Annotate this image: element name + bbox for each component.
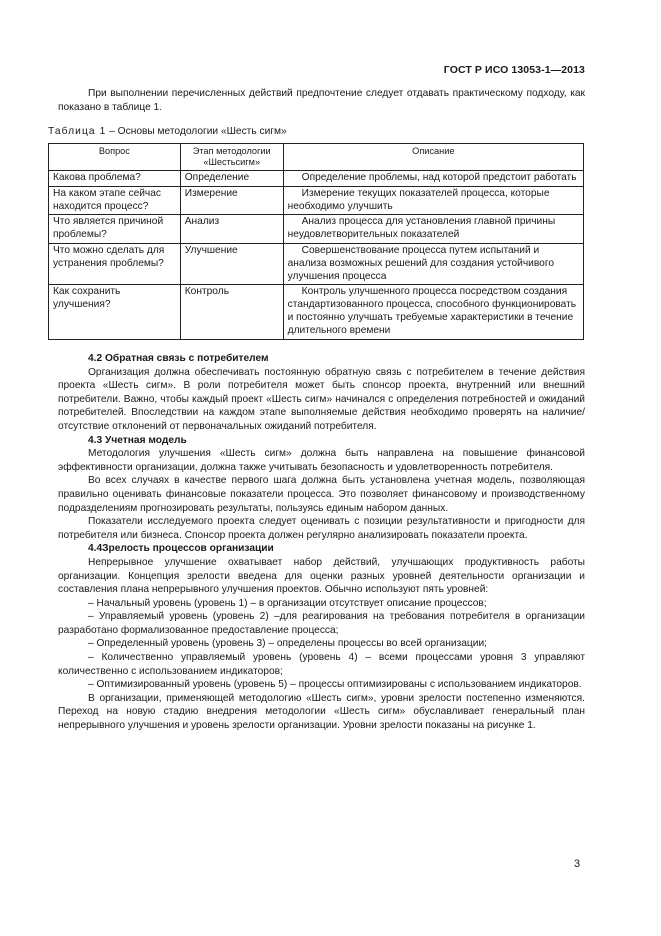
cell-description: Контроль улучшенного процесса посредством создания стандартизованного процесса, способного функционировать и постоянно улучшать требуемые характеристики в течение длительного времени [283,285,583,339]
section-4-3-paragraph-3: Показатели исследуемого проекта следует оценивать с позиции результативности и пригодности для потребителя или бизнеса. Спонсор проекта должен регулярно анализировать показатели проекта. [58,516,585,541]
page-number: 3 [574,858,581,870]
table-caption [48,126,287,137]
maturity-level-item: – Определенный уровень (уровень 3) – определены процессы во всей организации; [88,638,487,650]
section-4-3-paragraph-1: Методология улучшения «Шесть сигм» должна быть направлена на повышение финансовой эффективности организации, должна также учитывать безопасность и удовлетворенность потребителя. [58,448,585,473]
section-4-4-heading: 4.4Зрелость процессов организации [88,543,274,555]
table-header-row [49,144,584,171]
header-stage: Этап методологии «Шестьсигм» [180,144,283,171]
maturity-level-item: – Оптимизированный уровень (уровень 5) – процессы оптимизированы с использованием индикаторов. [88,679,582,691]
header-description: Описание [283,144,583,171]
cell-description: Анализ процесса для установления главной причины неудовлетворительных показателей [283,215,583,244]
intro-block [58,87,585,114]
intro-paragraph: При выполнении перечисленных действий предпочтение следует отдавать практическому подходу, как показано в таблице 1. [58,88,585,113]
table-caption-text: – Основы методологии «Шесть сигм» [106,126,287,137]
cell-question: На каком этапе сейчас находится процесс? [49,186,181,215]
maturity-level-item: – Управляемый уровень (уровень 2) –для реагирования на требования потребителя в организации разработано формализованное предоставление процесса; [58,611,585,636]
header-question: Вопрос [49,144,181,171]
section-4-4-paragraph-1: Непрерывное улучшение охватывает набор действий, улучшающих продуктивность работы организации. Концепция зрелости введена для оценки разных уровней деятельности организации и составления плана непрерывного улучшения проектов. Обычно используют пять уровней: [58,556,585,596]
table-caption-label: Таблица 1 [48,126,107,137]
cell-description: Определение проблемы, над которой предстоит работать [283,171,583,187]
cell-question: Что можно сделать для устранения проблемы? [49,243,181,284]
section-4-4-paragraph-2: В организации, применяющей методологию «Шесть сигм», уровни зрелости постепенно изменяются. Переход на новую стадию внедрения методологии «Шесть сигм» обуславливает генеральный план непрерывного улучшения и уровень зрелости организации. Уровни зрелости показаны на рисунке 1. [58,692,585,732]
section-4-2-heading: 4.2 Обратная связь с потребителем [88,353,269,364]
cell-description: Совершенствование процесса путем испытаний и анализа возможных решений для создания устойчивого улучшения процесса [283,243,583,284]
maturity-level-item: – Начальный уровень (уровень 1) – в организации отсутствует описание процессов; [88,597,487,609]
cell-question: Что является причиной проблемы? [49,215,181,244]
table-row [49,215,584,244]
cell-question: Какова проблема? [49,171,181,187]
section-4-3-heading: 4.3 Учетная модель [88,434,187,446]
table-row [49,285,584,339]
maturity-level-item: – Количественно управляемый уровень (уровень 4) – всеми процессами уровня 3 управляют количественно с использованием индикаторов; [58,652,585,677]
cell-stage: Анализ [180,215,283,244]
cell-stage: Измерение [180,186,283,215]
table-row [49,243,584,284]
cell-question: Как сохранить улучшения? [49,285,181,339]
table-row [49,186,584,215]
cell-description: Измерение текущих показателей процесса, которые необходимо улучшить [283,186,583,215]
cell-stage: Контроль [180,285,283,339]
cell-stage: Определение [180,171,283,187]
six-sigma-table [48,143,584,340]
table-row [49,171,584,187]
body-sections [58,352,585,733]
section-4-3-paragraph-2: Во всех случаях в качестве первого шага должна быть установлена учетная модель, позволяющая правильно оценивать финансовые показатели процесса. Это позволяет финансовому и производственному подразделениям прогнозировать результаты, пользуясь единым набором данных. [58,475,585,514]
section-4-2-paragraph: Организация должна обеспечивать постоянную обратную связь с потребителем в течение действия проекта «Шесть сигм». В роли потребителя может быть спонсор проекта, внутренний или внешний потребители. Важно, чтобы каждый проект «Шесть сигм» начинался с определения потребностей и ожиданий потребителей. Впоследствии на каждом этапе выполняемые действия необходимо проверять на наличие/ отсутствие отклонений от первоначальных ожиданий потребителя. [58,366,585,432]
document-id: ГОСТ Р ИСО 13053-1—2013 [443,64,585,76]
cell-stage: Улучшение [180,243,283,284]
